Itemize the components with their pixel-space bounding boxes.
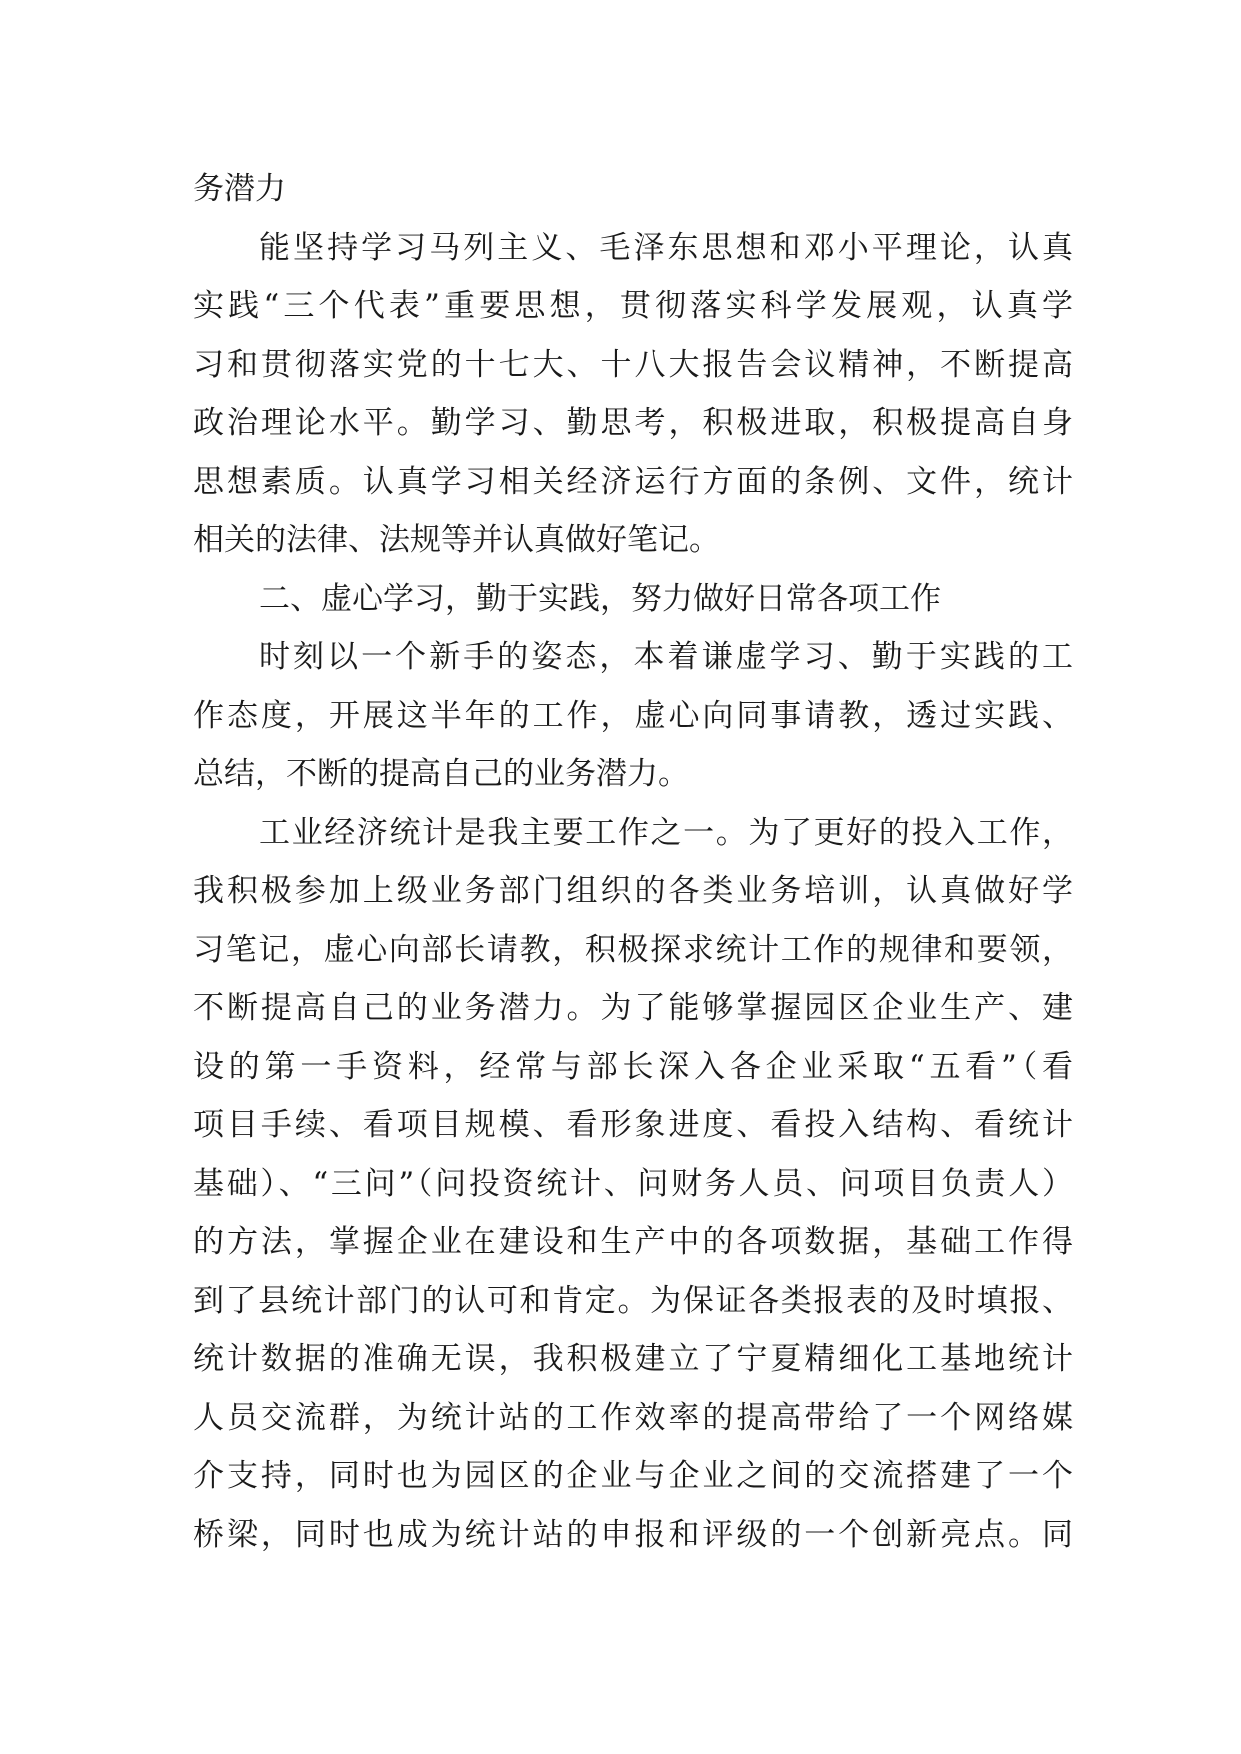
- text-line: 思想素质。认真学习相关经济运行方面的条例、文件，统计: [193, 463, 1073, 500]
- text-line: 二、虚心学习，勤于实践，努力做好日常各项工作: [259, 580, 941, 617]
- text-line: 到了县统计部门的认可和肯定。为保证各类报表的及时填报、: [193, 1282, 1073, 1319]
- text-line: 统计数据的准确无误，我积极建立了宁夏精细化工基地统计: [193, 1341, 1073, 1377]
- text-line: 介支持，同时也为园区的企业与企业之间的交流搭建了一个: [193, 1458, 1073, 1494]
- text-line: 基础）、“三问”（问投资统计、问财务人员、问项目负责人）: [193, 1165, 1073, 1202]
- document-body: [193, 160, 1073, 1564]
- text-line: 的方法，掌握企业在建设和生产中的各项数据，基础工作得: [193, 1224, 1073, 1260]
- text-line: 时刻以一个新手的姿态，本着谦虚学习、勤于实践的工: [259, 639, 1073, 675]
- text-line: 项目手续、看项目规模、看形象进度、看投入结构、看统计: [193, 1107, 1073, 1143]
- text-line: 总结，不断的提高自己的业务潜力。: [193, 756, 689, 792]
- text-line: 设的第一手资料，经常与部长深入各企业采取“五看”（看: [193, 1048, 1073, 1085]
- text-line: 我积极参加上级业务部门组织的各类业务培训，认真做好学: [193, 873, 1073, 909]
- text-line: 务潜力: [193, 171, 286, 207]
- text-line: 桥梁，同时也成为统计站的申报和评级的一个创新亮点。同: [193, 1516, 1073, 1553]
- text-line: 实践“三个代表”重要思想，贯彻落实科学发展观，认真学: [193, 288, 1073, 324]
- text-line: 能坚持学习马列主义、毛泽东思想和邓小平理论，认真: [259, 229, 1073, 266]
- text-line: 不断提高自己的业务潜力。为了能够掌握园区企业生产、建: [193, 990, 1073, 1026]
- text-line: 习笔记，虚心向部长请教，积极探求统计工作的规律和要领，: [193, 931, 1073, 968]
- text-line: 人员交流群，为统计站的工作效率的提高带给了一个网络媒: [193, 1399, 1073, 1436]
- text-line: 政治理论水平。勤学习、勤思考，积极进取，积极提高自身: [193, 405, 1073, 441]
- text-line: 工业经济统计是我主要工作之一。为了更好的投入工作，: [259, 814, 1073, 851]
- text-line: 习和贯彻落实党的十七大、十八大报告会议精神，不断提高: [193, 346, 1073, 383]
- text-line: 作态度，开展这半年的工作，虚心向同事请教，透过实践、: [193, 697, 1073, 734]
- text-line: 相关的法律、法规等并认真做好笔记。: [193, 522, 720, 558]
